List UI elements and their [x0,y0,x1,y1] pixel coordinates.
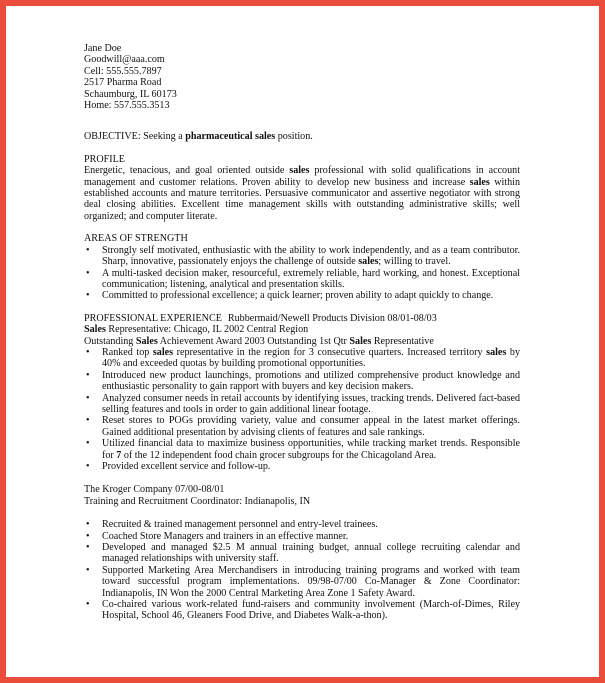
experience-heading-line [84,313,520,324]
profile-heading: PROFILE [84,153,125,165]
strengths-heading: AREAS OF STRENGTH [84,233,188,245]
list-item: • A multi-tasked decision maker, resourceful, extremely reliable, hard working, and honest. Exceptional communication; listening, analytical and presentation skills. [102,268,520,291]
experience-company: Rubbermaid/Newell Products Division 08/01-08/03 [227,312,437,324]
list-item: • Analyzed consumer needs in retail accounts by identifying issues, tracking trends. Delivered fact-based selling features and tools in order to gain additional linear footage. [102,393,520,416]
profile-paragraph: Energetic, tenacious, and goal oriented outside sales professional with solid qualifications in account management and customer relations. Proven ability to develop new business and increase sales within established accounts and mature territories. Persuasive communicator and assertive negotiator with strong deal closing abilities. Excellent time management skills with outstanding administrative skills; well organized; and computer literate. [84,165,520,222]
resume-document [84,43,520,622]
contact-email: Goodwill@aaa.com [84,54,165,66]
list-item: • Introduced new product launchings, promotions and utilized comprehensive product knowledge and enthusiastic personality to gain rapport with buyers and key decision makers. [102,370,520,393]
list-item: • Provided excellent service and follow-up. [102,461,520,472]
contact-city: Schaumburg, IL 60173 [84,88,177,100]
contact-cell: Cell: 555.555.7897 [84,65,162,77]
list-item: • Strongly self motivated, enthusiastic with the ability to work independently, and as a team contributor. Sharp, innovative, passionately enjoys the challenge of outside sales; willing to travel. [102,245,520,268]
list-item: • Recruited & trained management personnel and entry-level trainees. [102,519,520,530]
objective-line: OBJECTIVE: Seeking a pharmaceutical sales position. [84,131,313,143]
list-item: • Developed and managed $2.5 M annual training budget, annual college recruiting calendar and managed relationships with university staff. [102,542,520,565]
strengths-list [84,245,520,302]
list-item: • Co-chaired various work-related fund-raisers and community involvement (March-of-Dimes, Riley Hospital, School 46, Gleaners Food Drive, and Diabetes Walk-a-thon). [102,599,520,622]
experience-heading: PROFESSIONAL EXPERIENCE [84,312,222,324]
kroger-role: Training and Recruitment Coordinator: Indianapolis, IN [84,495,311,507]
kroger-company: The Kroger Company 07/00-08/01 [84,484,225,496]
list-item: • Committed to professional excellence; a quick learner; proven ability to adapt quickly to change. [102,290,520,301]
experience-award: Outstanding Sales Achievement Award 2003 Outstanding 1st Qtr Sales Representative [84,335,434,347]
list-item: • Coached Store Managers and trainers in an effective manner. [102,531,520,542]
contact-street: 2517 Pharma Road [84,77,162,89]
kroger-list [84,519,520,622]
contact-block [84,43,520,111]
experience-list [84,347,520,472]
list-item: • Ranked top sales representative in the region for 3 consecutive quarters. Increased territory sales by 40% and exceeded quotas by building promotional opportunities. [102,347,520,370]
contact-home: Home: 557.555.3513 [84,100,170,112]
list-item: • Utilized financial data to maximize business opportunities, while tracking market trends. Responsible for 7 of the 12 independent food chain grocer subgroups for the Chicagoland Area. [102,438,520,461]
list-item: • Supported Marketing Area Merchandisers in introducing training programs and worked with team toward successful program implementations. 09/98-07/00 Co-Manager & Zone Coordinator: Indianapolis, IN Won the 2000 Central Marketing Area Zone 1 Safety Award. [102,565,520,599]
list-item: • Reset stores to POGs providing variety, value and consumer appeal in the latest market offerings. Gained additional presentation by advising clients of features and sale rankings. [102,415,520,438]
contact-name: Jane Doe [84,43,122,54]
experience-role: Sales Representative: Chicago, IL 2002 Central Region [84,324,309,336]
